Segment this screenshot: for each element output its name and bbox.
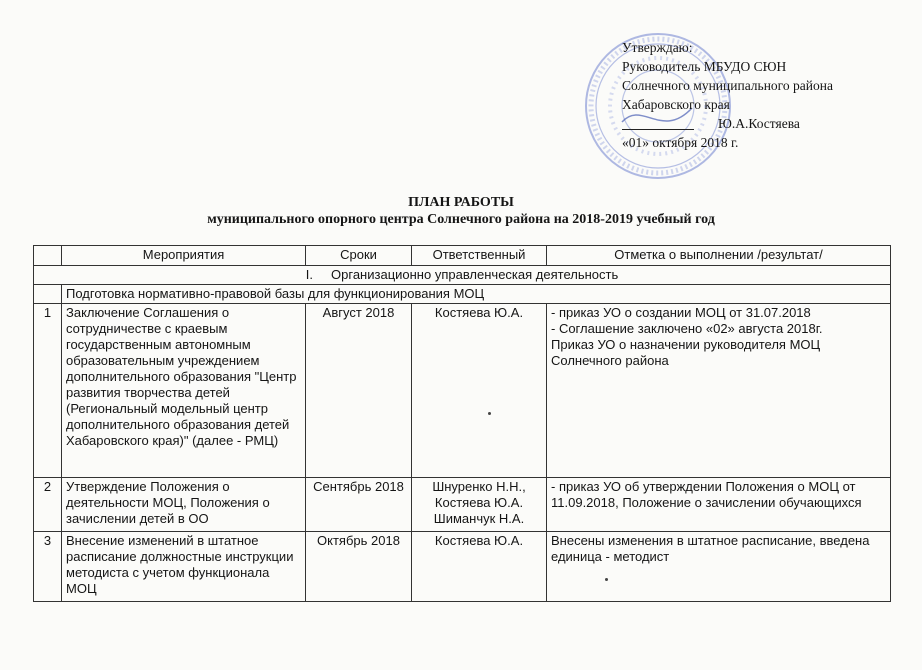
subsection-heading: Подготовка нормативно-правовой базы для функционирования МОЦ bbox=[62, 285, 891, 304]
row-result: - приказ УО о создании МОЦ от 31.07.2018 - Соглашение заключено «02» августа 2018г. Приказ УО о назначении руководителя МОЦ Солнечного района bbox=[547, 304, 891, 478]
table-row bbox=[34, 478, 891, 532]
approval-district: Солнечного муниципального района bbox=[622, 78, 833, 93]
table-header-row bbox=[34, 246, 891, 266]
row-num: 2 bbox=[34, 478, 62, 532]
subsection-row bbox=[34, 285, 891, 304]
table-row bbox=[34, 532, 891, 602]
section-heading: I. Организационно управленческая деятельность bbox=[34, 266, 891, 285]
header-responsible: Ответственный bbox=[412, 246, 547, 266]
approval-heading: Утверждаю: bbox=[622, 40, 693, 55]
subsection-num bbox=[34, 285, 62, 304]
header-terms: Сроки bbox=[306, 246, 412, 266]
approval-date: «01» октября 2018 г. bbox=[622, 135, 739, 150]
row-terms: Август 2018 bbox=[306, 304, 412, 478]
approval-position: Руководитель МБУДО СЮН bbox=[622, 59, 787, 74]
row-activity: Утверждение Положения о деятельности МОЦ, Положения о зачислении детей в ОО bbox=[62, 478, 306, 532]
header-result: Отметка о выполнении /результат/ bbox=[547, 246, 891, 266]
section-row bbox=[34, 266, 891, 285]
row-result: Внесены изменения в штатное расписание, введена единица - методист bbox=[547, 532, 891, 602]
row-num: 3 bbox=[34, 532, 62, 602]
approval-region: Хабаровского края bbox=[622, 97, 730, 112]
row-num: 1 bbox=[34, 304, 62, 478]
signature-line bbox=[622, 129, 694, 130]
row-terms: Октябрь 2018 bbox=[306, 532, 412, 602]
approval-block bbox=[622, 38, 833, 152]
row-activity: Заключение Соглашения о сотрудничестве с краевым государственным автономным образовательным учреждением дополнительного образования "Центр развития творчества детей (Региональный модельный центр дополнительного образования детей Хабаровского края)" (далее - РМЦ) bbox=[62, 304, 306, 478]
row-responsible: Костяева Ю.А. bbox=[412, 532, 547, 602]
plan-table bbox=[33, 245, 891, 602]
row-terms: Сентябрь 2018 bbox=[306, 478, 412, 532]
scan-speck bbox=[605, 578, 608, 581]
row-result: - приказ УО об утверждении Положения о МОЦ от 11.09.2018, Положение о зачислении обучающихся bbox=[547, 478, 891, 532]
row-responsible: Костяева Ю.А. bbox=[412, 304, 547, 478]
row-activity: Внесение изменений в штатное расписание должностные инструкции методиста с учетом функционала МОЦ bbox=[62, 532, 306, 602]
approval-signer: Ю.А.Костяева bbox=[718, 116, 800, 131]
row-responsible: Шнуренко Н.Н., Костяева Ю.А. Шиманчук Н.А. bbox=[412, 478, 547, 532]
header-activity: Мероприятия bbox=[62, 246, 306, 266]
table-row bbox=[34, 304, 891, 478]
header-num bbox=[34, 246, 62, 266]
scan-speck bbox=[488, 412, 491, 415]
document-title: ПЛАН РАБОТЫ bbox=[408, 195, 514, 210]
document-subtitle: муниципального опорного центра Солнечного района на 2018-2019 учебный год bbox=[207, 212, 715, 227]
approval-signature-row bbox=[622, 114, 833, 133]
